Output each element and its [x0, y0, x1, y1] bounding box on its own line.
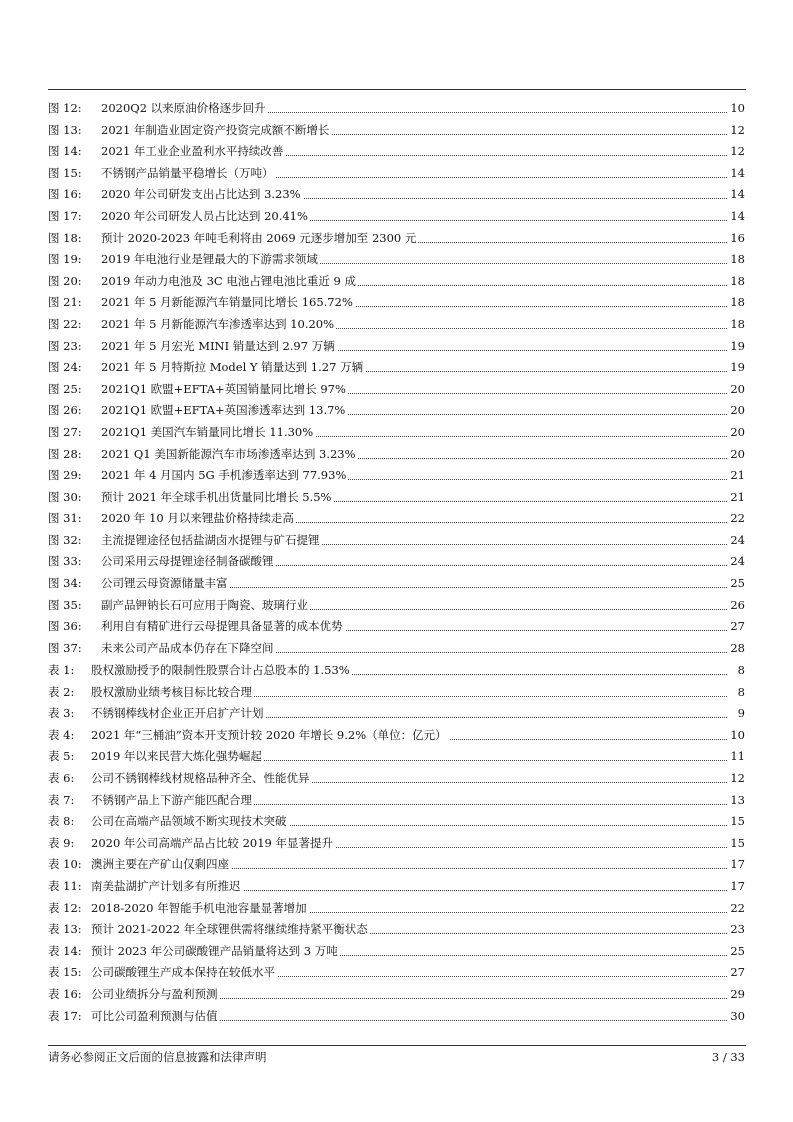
entry-page: 13: [728, 790, 745, 812]
entry-label: 图 13:: [48, 122, 82, 137]
entry-label: 图 14:: [48, 144, 82, 159]
toc-entry[interactable]: [48, 465, 745, 487]
toc-entry[interactable]: [48, 487, 745, 509]
entry-page: 24: [728, 530, 745, 552]
entry-title: 2020 年公司研发支出占比达到 3.23%: [101, 184, 303, 206]
entry-label: 图 36:: [48, 619, 82, 634]
entry-title: 2018-2020 年智能手机电池容量显著增加: [91, 898, 309, 920]
entry-page: 20: [728, 444, 745, 466]
entry-label: 图 30:: [48, 489, 82, 504]
entry-title: 不锈钢产品销量平稳增长（万吨）: [101, 163, 276, 185]
entry-title: 2021Q1 美国汽车销量同比增长 11.30%: [101, 422, 315, 444]
entry-label: 图 17:: [48, 208, 82, 223]
entry-page: 14: [728, 206, 745, 228]
entry-title: 不锈钢棒线材企业正开启扩产计划: [91, 703, 266, 725]
toc-entry[interactable]: [48, 400, 745, 422]
entry-title: 未来公司产品成本仍存在下降空间: [101, 638, 276, 660]
toc-entry[interactable]: [48, 228, 745, 250]
entry-title: 主流提锂途径包括盐湖卤水提锂与矿石提锂: [101, 530, 322, 552]
toc-entry[interactable]: [48, 941, 745, 963]
entry-page: 11: [728, 746, 745, 768]
toc-entry[interactable]: [48, 703, 745, 725]
entry-page: 14: [728, 184, 745, 206]
toc-entry[interactable]: [48, 530, 745, 552]
entry-label: 表 2:: [48, 684, 75, 699]
entry-page: 27: [728, 962, 745, 984]
entry-label: 图 31:: [48, 511, 82, 526]
toc-entry[interactable]: [48, 854, 745, 876]
entry-title: 可比公司盈利预测与估值: [91, 1006, 220, 1028]
footer-page-number: 3 / 33: [711, 1050, 745, 1064]
toc-entry[interactable]: [48, 790, 745, 812]
entry-page: 8: [736, 660, 745, 682]
toc-entry[interactable]: [48, 508, 745, 530]
entry-page: 10: [728, 725, 745, 747]
entry-label: 图 32:: [48, 532, 82, 547]
entry-page: 18: [728, 292, 745, 314]
entry-title: 公司采用云母提锂途径制备碳酸锂: [101, 551, 276, 573]
toc-entry[interactable]: [48, 768, 745, 790]
entry-page: 14: [728, 163, 745, 185]
toc-entry[interactable]: [48, 379, 745, 401]
entry-label: 图 28:: [48, 446, 82, 461]
entry-title: 2021Q1 欧盟+EFTA+英国渗透率达到 13.7%: [101, 400, 347, 422]
entry-title: 2020 年 10 月以来锂盐价格持续走高: [101, 508, 296, 530]
toc-entry[interactable]: [48, 595, 745, 617]
entry-label: 表 6:: [48, 770, 75, 785]
entry-title: 预计 2021 年全球手机出货量同比增长 5.5%: [101, 487, 333, 509]
entry-page: 25: [728, 941, 745, 963]
entry-page: 15: [728, 833, 745, 855]
entry-label: 图 33:: [48, 554, 82, 569]
entry-page: 8: [736, 682, 745, 704]
entry-page: 21: [728, 487, 745, 509]
entry-page: 12: [728, 768, 745, 790]
toc-entry[interactable]: [48, 184, 745, 206]
entry-page: 24: [728, 551, 745, 573]
entry-label: 表 7:: [48, 792, 75, 807]
entry-page: 20: [728, 422, 745, 444]
entry-title: 预计 2023 年公司碳酸锂产品销量将达到 3 万吨: [91, 941, 340, 963]
header-rule: [48, 89, 746, 90]
entry-label: 表 15:: [48, 965, 82, 980]
entry-title: 南美盐湖扩产计划多有所推迟: [91, 876, 243, 898]
entry-label: 表 4:: [48, 727, 75, 742]
entry-title: 不锈钢产品上下游产能匹配合理: [91, 790, 254, 812]
entry-title: 公司业绩拆分与盈利预测: [91, 984, 220, 1006]
entry-title: 利用自有精矿进行云母提锂具备显著的成本优势: [101, 616, 345, 638]
entry-title: 2020 年公司研发人员占比达到 20.41%: [101, 206, 310, 228]
entry-title: 公司不锈钢棒线材规格品种齐全、性能优异: [91, 768, 312, 790]
entry-title: 2021Q1 欧盟+EFTA+英国销量同比增长 97%: [101, 379, 348, 401]
entry-title: 预计 2020-2023 年吨毛利将由 2069 元逐步增加至 2300 元: [101, 228, 418, 250]
entry-page: 9: [736, 703, 745, 725]
entry-title: 股权激励业绩考核目标比较合理: [91, 682, 254, 704]
entry-label: 图 35:: [48, 597, 82, 612]
toc-entry[interactable]: [48, 357, 745, 379]
entry-title: 2021 年 5 月特斯拉 Model Y 销量达到 1.27 万辆: [101, 357, 365, 379]
entry-page: 19: [728, 336, 745, 358]
entry-label: 图 22:: [48, 316, 82, 331]
toc-entry[interactable]: [48, 1006, 745, 1028]
entry-title: 副产品钾钠长石可应用于陶瓷、玻璃行业: [101, 595, 310, 617]
toc-entry[interactable]: [48, 336, 745, 358]
toc-entry[interactable]: [48, 98, 745, 120]
entry-page: 22: [728, 898, 745, 920]
entry-label: 图 25:: [48, 381, 82, 396]
entry-label: 图 34:: [48, 576, 82, 591]
entry-label: 图 21:: [48, 295, 82, 310]
entry-label: 表 11:: [48, 878, 82, 893]
entry-label: 图 24:: [48, 360, 82, 375]
toc-entry[interactable]: [48, 919, 745, 941]
entry-title: 2020Q2 以来原油价格逐步回升: [101, 98, 268, 120]
entry-page: 17: [728, 876, 745, 898]
entry-page: 12: [728, 120, 745, 142]
footer-disclaimer: 请务必参阅正文后面的信息披露和法律声明: [48, 1050, 267, 1064]
entry-page: 20: [728, 400, 745, 422]
entry-label: 表 5:: [48, 749, 75, 764]
entry-title: 2021 Q1 美国新能源汽车市场渗透率达到 3.23%: [101, 444, 358, 466]
entry-title: 股权激励授予的限制性股票合计占总股本的 1.53%: [91, 660, 352, 682]
toc-entry[interactable]: [48, 725, 745, 747]
toc-entry[interactable]: [48, 292, 745, 314]
entry-page: 19: [728, 357, 745, 379]
entry-label: 表 10:: [48, 857, 82, 872]
entry-title: 公司在高端产品领域不断实现技术突破: [91, 811, 289, 833]
entry-title: 澳洲主要在产矿山仅剩四座: [91, 854, 231, 876]
entry-page: 29: [728, 984, 745, 1006]
toc-entry[interactable]: [48, 962, 745, 984]
toc-entry[interactable]: [48, 422, 745, 444]
entry-title: 2021 年 5 月新能源汽车渗透率达到 10.20%: [101, 314, 336, 336]
entry-label: 表 16:: [48, 986, 82, 1001]
entry-title: 预计 2021-2022 年全球锂供需将继续维持紧平衡状态: [91, 919, 370, 941]
entry-page: 18: [728, 249, 745, 271]
entry-label: 图 16:: [48, 187, 82, 202]
entry-page: 20: [728, 379, 745, 401]
entry-title: 2021 年 5 月宏光 MINI 销量达到 2.97 万辆: [101, 336, 337, 358]
entry-label: 表 3:: [48, 706, 75, 721]
entry-page: 22: [728, 508, 745, 530]
entry-label: 表 8:: [48, 814, 75, 829]
toc-entry[interactable]: [48, 314, 745, 336]
footer-rule: [48, 1045, 746, 1046]
figure-index: [48, 98, 745, 659]
entry-label: 图 23:: [48, 338, 82, 353]
entry-page: 18: [728, 314, 745, 336]
toc-entry[interactable]: [48, 551, 745, 573]
entry-page: 15: [728, 811, 745, 833]
entry-label: 表 14:: [48, 943, 82, 958]
entry-title: 2019 年电池行业是锂最大的下游需求领域: [101, 249, 320, 271]
entry-page: 26: [728, 595, 745, 617]
entry-title: 2021 年 5 月新能源汽车销量同比增长 165.72%: [101, 292, 355, 314]
entry-label: 表 1:: [48, 663, 75, 677]
entry-page: 18: [728, 271, 745, 293]
entry-page: 17: [728, 854, 745, 876]
toc-entry[interactable]: [48, 120, 745, 142]
entry-title: 2020 年公司高端产品占比较 2019 年显著提升: [91, 833, 335, 855]
toc-entry[interactable]: [48, 249, 745, 271]
entry-label: 图 20:: [48, 273, 82, 288]
entry-title: 公司碳酸锂生产成本保持在较低水平: [91, 962, 277, 984]
entry-label: 图 19:: [48, 252, 82, 267]
toc-entry[interactable]: [48, 638, 745, 660]
toc-entry[interactable]: [48, 616, 745, 638]
entry-title: 2021 年工业企业盈利水平持续改善: [101, 141, 285, 163]
entry-title: 2021 年 4 月国内 5G 手机渗透率达到 77.93%: [101, 465, 348, 487]
entry-page: 25: [728, 573, 745, 595]
toc-entry[interactable]: [48, 984, 745, 1006]
entry-label: 表 9:: [48, 835, 75, 850]
entry-page: 21: [728, 465, 745, 487]
toc-entry[interactable]: [48, 833, 745, 855]
entry-label: 图 12:: [48, 101, 82, 115]
toc-entry[interactable]: [48, 811, 745, 833]
entry-page: 10: [728, 98, 745, 120]
toc-entry[interactable]: [48, 876, 745, 898]
entry-label: 图 29:: [48, 468, 82, 483]
entry-title: 2019 年以来民营大炼化强势崛起: [91, 746, 264, 768]
entry-title: 2021 年“三桶油”资本开支预计较 2020 年增长 9.2%（单位：亿元）: [91, 725, 449, 747]
entry-label: 图 37:: [48, 640, 82, 655]
toc-entry[interactable]: [48, 271, 745, 293]
entry-page: 23: [728, 919, 745, 941]
toc-entry[interactable]: [48, 573, 745, 595]
entry-page: 30: [728, 1006, 745, 1028]
entry-label: 表 17:: [48, 1008, 82, 1023]
toc-entry[interactable]: [48, 206, 745, 228]
toc-entry[interactable]: [48, 746, 745, 768]
toc-entry[interactable]: [48, 682, 745, 704]
entry-label: 图 27:: [48, 424, 82, 439]
entry-label: 图 26:: [48, 403, 82, 418]
entry-label: 图 18:: [48, 230, 82, 245]
entry-label: 表 12:: [48, 900, 82, 915]
entry-page: 16: [728, 228, 745, 250]
entry-label: 表 13:: [48, 922, 82, 937]
toc-entry[interactable]: [48, 444, 745, 466]
toc-entry[interactable]: [48, 898, 745, 920]
toc-entry[interactable]: [48, 163, 745, 185]
entry-page: 12: [728, 141, 745, 163]
entry-page: 28: [728, 638, 745, 660]
entry-label: 图 15:: [48, 165, 82, 180]
table-index: [48, 660, 745, 1027]
entry-title: 2021 年制造业固定资产投资完成额不断增长: [101, 120, 331, 142]
entry-title: 2019 年动力电池及 3C 电池占锂电池比重近 9 成: [101, 271, 358, 293]
entry-page: 27: [728, 616, 745, 638]
entry-title: 公司锂云母资源储量丰富: [101, 573, 230, 595]
toc-entry[interactable]: [48, 141, 745, 163]
toc-entry[interactable]: [48, 660, 745, 682]
